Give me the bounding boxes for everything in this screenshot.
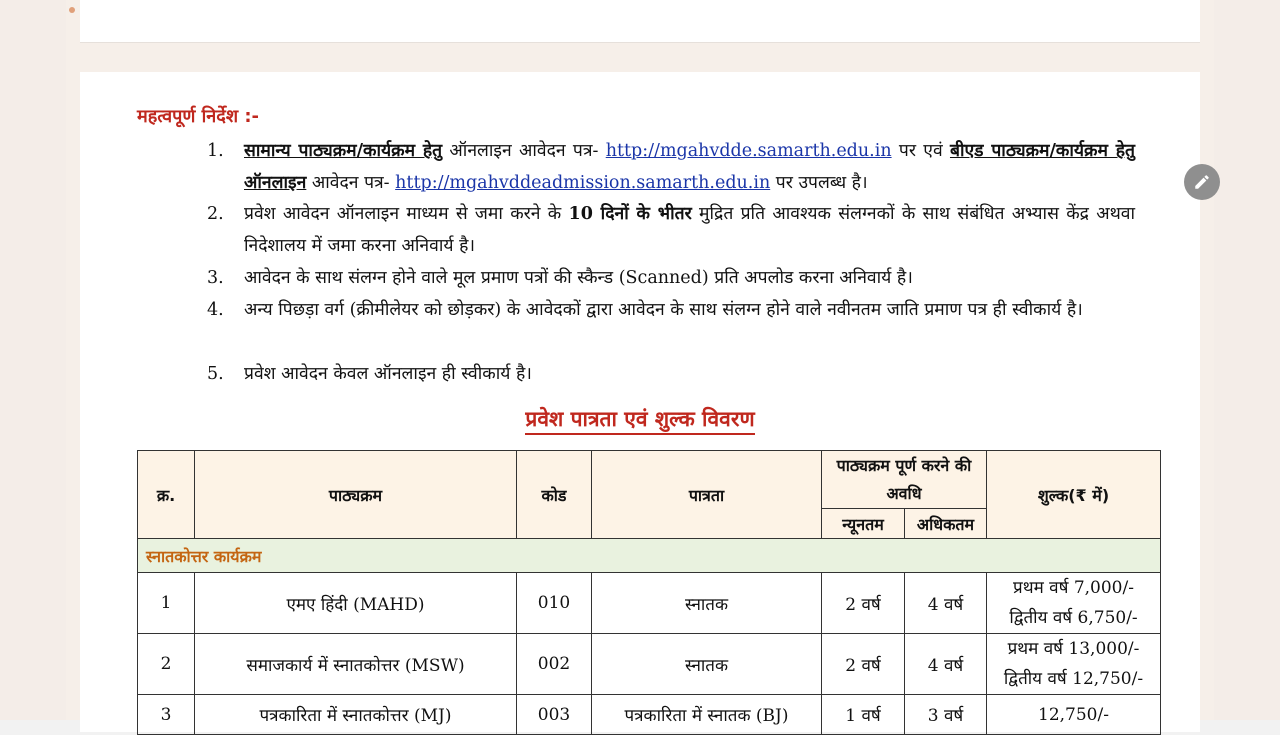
table-row: 3 पत्रकारिता में स्नातकोत्तर (MJ) 003 पत्रकारिता में स्नातक (BJ) 1 वर्ष 3 वर्ष 12,750/-: [138, 695, 1161, 735]
instruction-item-1: 1. सामान्य पाठ्यक्रम/कार्यक्रम हेतु ऑनलाइन आवेदन पत्र- http://mgahvdde.samarth.edu.in पर एवं बीएड पाठ्यक्रम/कार्यक्रम हेतु ऑनलाइन आवेदन पत्र- http://mgahvddeadmission.samarth.edu.in पर उपलब्ध है।: [207, 141, 1135, 193]
bullet-dot: [69, 7, 75, 13]
header-min: न्यूनतम: [822, 509, 905, 539]
left-gutter: [0, 0, 66, 720]
instruction-item-3: 3. आवेदन के साथ संलग्न होने वाले मूल प्रमाण पत्रों की स्कैन्ड (Scanned) प्रति अपलोड करना अनिवार्य है।: [207, 268, 913, 288]
previous-page-card: [80, 0, 1200, 43]
section-postgraduate: स्नातकोत्तर कार्यक्रम: [138, 539, 1161, 573]
header-fee: शुल्क(₹ में): [987, 451, 1161, 539]
header-serial: क्र.: [138, 451, 195, 539]
header-course: पाठ्यक्रम: [195, 451, 517, 539]
header-max: अधिकतम: [905, 509, 987, 539]
header-duration: पाठ्यक्रम पूर्ण करने की अवधि: [822, 451, 987, 509]
general-admission-link[interactable]: http://mgahvdde.samarth.edu.in: [605, 141, 892, 161]
instruction-item-2: 2. प्रवेश आवेदन ऑनलाइन माध्यम से जमा करने के 10 दिनों के भीतर मुद्रित प्रति आवश्यक संलग्नकों के साथ संबंधित अभ्यास केंद्र अथवा निदेशालय में जमा करना अनिवार्य है।: [207, 204, 1136, 256]
edit-button[interactable]: [1184, 164, 1220, 200]
header-eligibility: पात्रता: [592, 451, 822, 539]
right-gutter: [1214, 0, 1280, 720]
header-code: कोड: [517, 451, 592, 539]
important-instructions-heading: महत्वपूर्ण निर्देश :-: [137, 106, 259, 127]
table-row: 2 समाजकार्य में स्नातकोत्तर (MSW) 002 स्नातक 2 वर्ष 4 वर्ष प्रथम वर्ष 13,000/- द्वितीय वर्ष 12,750/-: [138, 634, 1161, 695]
instruction-item-5: 5. प्रवेश आवेदन केवल ऑनलाइन ही स्वीकार्य है।: [207, 364, 532, 384]
pencil-icon: [1193, 173, 1211, 191]
fee-table-title: प्रवेश पात्रता एवं शुल्क विवरण: [0, 405, 1280, 433]
fee-table: [137, 450, 1161, 735]
table-row: 1 एमए हिंदी (MAHD) 010 स्नातक 2 वर्ष 4 वर्ष प्रथम वर्ष 7,000/- द्वितीय वर्ष 6,750/-: [138, 573, 1161, 634]
instruction-item-4: 4. अन्य पिछड़ा वर्ग (क्रीमीलेयर को छोड़कर) के आवेदकों द्वारा आवेदन के साथ संलग्न होने वाले नवीनतम जाति प्रमाण पत्र ही स्वीकार्य है।: [207, 300, 1083, 320]
bed-admission-link[interactable]: http://mgahvddeadmission.samarth.edu.in: [395, 173, 771, 193]
